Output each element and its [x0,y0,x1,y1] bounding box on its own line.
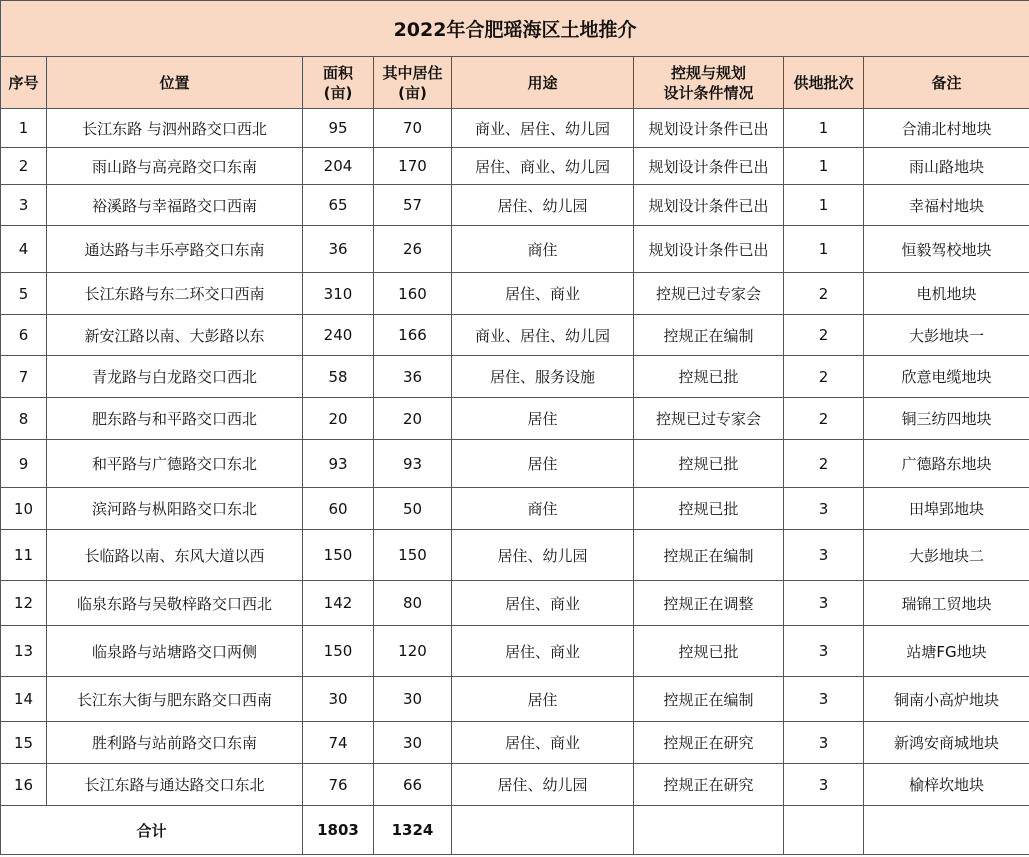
cell-use: 居住 [452,440,634,488]
cell-note: 恒毅驾校地块 [864,226,1029,273]
table-row [1,722,1029,764]
header-no: 序号 [1,57,47,109]
cell-area: 204 [303,148,374,185]
cell-batch: 1 [784,226,864,273]
table-row [1,530,1029,581]
cell-use: 居住、幼儿园 [452,764,634,806]
cell-note: 广德路东地块 [864,440,1029,488]
header-location: 位置 [47,57,303,109]
cell-use: 商业、居住、幼儿园 [452,109,634,148]
cell-residential: 30 [374,722,452,764]
cell-area: 36 [303,226,374,273]
cell-no: 9 [1,440,47,488]
cell-use: 居住、商业 [452,722,634,764]
cell-residential: 120 [374,626,452,677]
cell-batch: 3 [784,530,864,581]
cell-use: 居住、幼儿园 [452,530,634,581]
cell-residential: 170 [374,148,452,185]
table-row [1,398,1029,440]
table-row [1,148,1029,185]
table-row [1,356,1029,398]
header-plan-line1: 控规与规划 [670,63,746,82]
cell-location: 通达路与丰乐亭路交口东南 [47,226,303,273]
cell-note: 瑞锦工贸地块 [864,581,1029,626]
cell-use: 商业、居住、幼儿园 [452,315,634,356]
cell-no: 11 [1,530,47,581]
cell-note: 田埠郢地块 [864,488,1029,530]
header-plan [634,57,784,109]
cell-area: 76 [303,764,374,806]
header-area [303,57,374,109]
total-empty-note [864,806,1029,855]
cell-location: 肥东路与和平路交口西北 [47,398,303,440]
cell-no: 13 [1,626,47,677]
cell-use: 居住 [452,398,634,440]
cell-batch: 3 [784,764,864,806]
cell-area: 58 [303,356,374,398]
cell-no: 3 [1,185,47,226]
cell-batch: 2 [784,440,864,488]
cell-plan: 控规已批 [634,440,784,488]
cell-location: 长江东路与通达路交口东北 [47,764,303,806]
cell-residential: 160 [374,273,452,315]
cell-area: 142 [303,581,374,626]
total-row [1,806,1029,855]
cell-plan: 控规已批 [634,626,784,677]
cell-residential: 57 [374,185,452,226]
cell-use: 居住、商业 [452,626,634,677]
cell-batch: 1 [784,148,864,185]
header-residential-line2: (亩) [398,83,427,102]
cell-location: 胜利路与站前路交口东南 [47,722,303,764]
cell-residential: 166 [374,315,452,356]
total-residential: 1324 [374,806,452,855]
cell-batch: 2 [784,315,864,356]
cell-no: 5 [1,273,47,315]
cell-use: 商住 [452,488,634,530]
table-row [1,764,1029,806]
cell-residential: 93 [374,440,452,488]
cell-no: 7 [1,356,47,398]
cell-use: 居住、商业、幼儿园 [452,148,634,185]
cell-plan: 规划设计条件已出 [634,148,784,185]
cell-note: 幸福村地块 [864,185,1029,226]
header-area-line2: (亩) [323,83,353,102]
cell-residential: 70 [374,109,452,148]
table-row [1,440,1029,488]
cell-plan: 控规正在编制 [634,315,784,356]
cell-plan: 控规已过专家会 [634,398,784,440]
cell-note: 大彭地块一 [864,315,1029,356]
cell-batch: 2 [784,273,864,315]
cell-plan: 规划设计条件已出 [634,185,784,226]
cell-location: 临泉路与站塘路交口两侧 [47,626,303,677]
cell-location: 和平路与广德路交口东北 [47,440,303,488]
cell-location: 临泉东路与吴敬梓路交口西北 [47,581,303,626]
cell-no: 16 [1,764,47,806]
cell-use: 居住、商业 [452,273,634,315]
cell-residential: 26 [374,226,452,273]
header-plan-line2: 设计条件情况 [663,83,754,102]
cell-no: 14 [1,677,47,722]
cell-location: 雨山路与高亮路交口东南 [47,148,303,185]
cell-note: 铜三纺四地块 [864,398,1029,440]
cell-batch: 2 [784,356,864,398]
cell-use: 居住、商业 [452,581,634,626]
cell-residential: 36 [374,356,452,398]
cell-batch: 3 [784,581,864,626]
cell-plan: 控规正在研究 [634,722,784,764]
cell-area: 65 [303,185,374,226]
cell-plan: 规划设计条件已出 [634,226,784,273]
cell-residential: 30 [374,677,452,722]
cell-note: 雨山路地块 [864,148,1029,185]
cell-note: 欣意电缆地块 [864,356,1029,398]
cell-plan: 规划设计条件已出 [634,109,784,148]
cell-note: 大彭地块二 [864,530,1029,581]
cell-residential: 50 [374,488,452,530]
table-row [1,677,1029,722]
table-row [1,226,1029,273]
cell-area: 93 [303,440,374,488]
cell-no: 8 [1,398,47,440]
total-label: 合计 [1,806,303,855]
cell-no: 1 [1,109,47,148]
cell-plan: 控规正在研究 [634,764,784,806]
cell-location: 裕溪路与幸福路交口西南 [47,185,303,226]
cell-area: 310 [303,273,374,315]
cell-batch: 1 [784,185,864,226]
header-batch: 供地批次 [784,57,864,109]
table-row [1,581,1029,626]
total-empty-batch [784,806,864,855]
cell-note: 合浦北村地块 [864,109,1029,148]
cell-residential: 150 [374,530,452,581]
cell-area: 95 [303,109,374,148]
cell-batch: 1 [784,109,864,148]
table-row [1,273,1029,315]
header-residential [374,57,452,109]
cell-residential: 20 [374,398,452,440]
cell-location: 长江东路 与泗州路交口西北 [47,109,303,148]
table-title: 2022年合肥瑶海区土地推介 [1,1,1029,57]
total-empty-use [452,806,634,855]
cell-batch: 3 [784,488,864,530]
header-note: 备注 [864,57,1029,109]
cell-batch: 3 [784,626,864,677]
cell-location: 新安江路以南、大彭路以东 [47,315,303,356]
cell-batch: 3 [784,677,864,722]
cell-plan: 控规已批 [634,488,784,530]
cell-no: 12 [1,581,47,626]
total-empty-plan [634,806,784,855]
cell-note: 站塘FG地块 [864,626,1029,677]
cell-location: 长江东大街与肥东路交口西南 [47,677,303,722]
cell-no: 15 [1,722,47,764]
cell-location: 长临路以南、东风大道以西 [47,530,303,581]
cell-residential: 80 [374,581,452,626]
table-row [1,488,1029,530]
cell-batch: 2 [784,398,864,440]
cell-note: 铜南小高炉地块 [864,677,1029,722]
cell-area: 30 [303,677,374,722]
cell-location: 青龙路与白龙路交口西北 [47,356,303,398]
cell-no: 10 [1,488,47,530]
cell-note: 榆梓坎地块 [864,764,1029,806]
header-area-line1: 面积 [322,63,353,82]
cell-area: 150 [303,530,374,581]
table-row [1,185,1029,226]
table-row [1,626,1029,677]
cell-no: 6 [1,315,47,356]
cell-residential: 66 [374,764,452,806]
cell-no: 2 [1,148,47,185]
cell-plan: 控规已批 [634,356,784,398]
cell-plan: 控规已过专家会 [634,273,784,315]
cell-use: 居住 [452,677,634,722]
cell-plan: 控规正在编制 [634,530,784,581]
cell-no: 4 [1,226,47,273]
total-area: 1803 [303,806,374,855]
table-body [1,109,1029,806]
header-use: 用途 [452,57,634,109]
cell-location: 滨河路与枞阳路交口东北 [47,488,303,530]
cell-use: 商住 [452,226,634,273]
cell-batch: 3 [784,722,864,764]
cell-area: 74 [303,722,374,764]
cell-area: 240 [303,315,374,356]
cell-area: 150 [303,626,374,677]
cell-note: 新鸿安商城地块 [864,722,1029,764]
cell-location: 长江东路与东二环交口西南 [47,273,303,315]
cell-plan: 控规正在编制 [634,677,784,722]
header-residential-line1: 其中居住 [382,63,443,82]
table-row [1,315,1029,356]
table-row [1,109,1029,148]
cell-area: 60 [303,488,374,530]
cell-use: 居住、幼儿园 [452,185,634,226]
cell-plan: 控规正在调整 [634,581,784,626]
cell-use: 居住、服务设施 [452,356,634,398]
cell-area: 20 [303,398,374,440]
cell-note: 电机地块 [864,273,1029,315]
